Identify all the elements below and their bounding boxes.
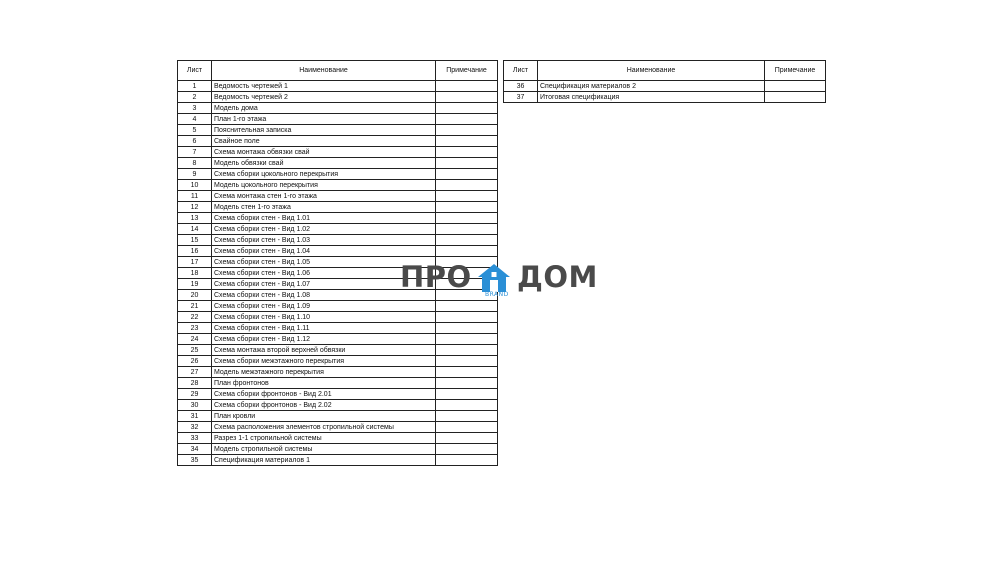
table-row [178,400,498,411]
note-cell [436,224,498,235]
sheet-number-cell: 31 [178,411,212,422]
drawing-name-cell: Схема монтажа стен 1-го этажа [212,191,436,202]
note-cell [765,92,826,103]
note-cell [436,400,498,411]
table-row [178,356,498,367]
table-row [178,345,498,356]
note-cell [436,345,498,356]
table-row [178,114,498,125]
note-cell [436,191,498,202]
table-row [504,81,826,92]
sheet-number-cell: 32 [178,422,212,433]
note-cell [436,334,498,345]
drawing-name-cell: Схема расположения элементов стропильной системы [212,422,436,433]
sheet-number-cell: 25 [178,345,212,356]
table-row [178,389,498,400]
note-cell [436,180,498,191]
sheet-number-cell: 11 [178,191,212,202]
table-row [178,378,498,389]
drawing-name-cell: Схема сборки стен - Вид 1.03 [212,235,436,246]
drawing-name-cell: Схема монтажа второй верхней обвязки [212,345,436,356]
note-cell [436,246,498,257]
drawing-name-cell: Схема сборки стен - Вид 1.09 [212,301,436,312]
drawing-name-cell: Свайное поле [212,136,436,147]
drawing-name-cell: Модель стропильной системы [212,444,436,455]
sheet-number-cell: 2 [178,92,212,103]
drawing-name-cell: Модель стен 1-го этажа [212,202,436,213]
table-row [178,455,498,466]
drawing-name-cell: Схема сборки стен - Вид 1.02 [212,224,436,235]
sheet-number-cell: 3 [178,103,212,114]
drawing-name-cell: План кровли [212,411,436,422]
logo-text-left: ПРО [400,260,472,294]
sheet-number-cell: 34 [178,444,212,455]
sheet-number-cell: 6 [178,136,212,147]
header-note: Примечание [765,61,826,81]
note-cell [436,422,498,433]
note-cell [436,114,498,125]
table-row [178,92,498,103]
sheet-number-cell: 22 [178,312,212,323]
table-header-row [178,61,498,81]
table-row [178,147,498,158]
note-cell [436,235,498,246]
house-icon [477,263,511,293]
header-name: Наименование [538,61,765,81]
note-cell [436,367,498,378]
sheet-number-cell: 7 [178,147,212,158]
table-row [178,202,498,213]
drawing-name-cell: Схема сборки фронтонов - Вид 2.02 [212,400,436,411]
drawing-name-cell: Схема сборки стен - Вид 1.04 [212,246,436,257]
drawing-name-cell: Схема сборки стен - Вид 1.01 [212,213,436,224]
drawing-name-cell: Спецификация материалов 1 [212,455,436,466]
table-row [178,312,498,323]
sheet-number-cell: 17 [178,257,212,268]
table-row [178,213,498,224]
table-row [178,246,498,257]
note-cell [436,202,498,213]
note-cell [436,444,498,455]
table-row [178,334,498,345]
sheet-number-cell: 19 [178,279,212,290]
sheet-number-cell: 27 [178,367,212,378]
table-row [178,224,498,235]
note-cell [436,147,498,158]
drawing-name-cell: Схема сборки стен - Вид 1.08 [212,290,436,301]
drawing-name-cell: Схема сборки стен - Вид 1.05 [212,257,436,268]
sheet-number-cell: 8 [178,158,212,169]
sheet-number-cell: 9 [178,169,212,180]
note-cell [436,433,498,444]
drawing-name-cell: План фронтонов [212,378,436,389]
drawings-list-table-right [503,60,826,103]
sheet-number-cell: 21 [178,301,212,312]
sheet-number-cell: 15 [178,235,212,246]
sheet-number-cell: 5 [178,125,212,136]
sheet-number-cell: 1 [178,81,212,92]
sheet-number-cell: 16 [178,246,212,257]
note-cell [765,81,826,92]
sheet-number-cell: 4 [178,114,212,125]
watermark-logo [400,260,600,303]
note-cell [436,213,498,224]
note-cell [436,103,498,114]
table-row [178,180,498,191]
drawing-name-cell: Спецификация материалов 2 [538,81,765,92]
table-row [178,235,498,246]
logo-subtext: BRAND [485,291,509,298]
sheet-number-cell: 35 [178,455,212,466]
drawing-name-cell: Схема сборки фронтонов - Вид 2.01 [212,389,436,400]
table-header-row [504,61,826,81]
drawing-name-cell: Пояснительная записка [212,125,436,136]
table-row [178,136,498,147]
drawing-name-cell: Модель обвязки свай [212,158,436,169]
drawing-name-cell: Схема сборки межэтажного перекрытия [212,356,436,367]
sheet-number-cell: 14 [178,224,212,235]
table-row [178,81,498,92]
note-cell [436,312,498,323]
note-cell [436,323,498,334]
drawing-name-cell: Схема сборки стен - Вид 1.06 [212,268,436,279]
table-row [504,92,826,103]
header-note: Примечание [436,61,498,81]
drawing-name-cell: Схема сборки стен - Вид 1.11 [212,323,436,334]
drawing-name-cell: Схема сборки стен - Вид 1.12 [212,334,436,345]
note-cell [436,411,498,422]
table-row [178,125,498,136]
header-sheet: Лист [504,61,538,81]
sheet-number-cell: 23 [178,323,212,334]
logo-text-right: ДОМ [517,260,598,294]
drawing-name-cell: Схема монтажа обвязки свай [212,147,436,158]
sheet-number-cell: 18 [178,268,212,279]
drawing-name-cell: Ведомость чертежей 1 [212,81,436,92]
header-sheet: Лист [178,61,212,81]
drawing-name-cell: Итоговая спецификация [538,92,765,103]
drawing-name-cell: Схема сборки цокольного перекрытия [212,169,436,180]
note-cell [436,158,498,169]
header-name: Наименование [212,61,436,81]
sheet-number-cell: 28 [178,378,212,389]
table-row [178,323,498,334]
drawing-name-cell: Модель цокольного перекрытия [212,180,436,191]
drawing-name-cell: Модель межэтажного перекрытия [212,367,436,378]
drawing-name-cell: План 1-го этажа [212,114,436,125]
note-cell [436,378,498,389]
sheet-number-cell: 33 [178,433,212,444]
drawing-name-cell: Разрез 1-1 стропильной системы [212,433,436,444]
sheet-number-cell: 36 [504,81,538,92]
note-cell [436,455,498,466]
note-cell [436,356,498,367]
table-row [178,158,498,169]
sheet-number-cell: 13 [178,213,212,224]
table-row [178,191,498,202]
note-cell [436,92,498,103]
note-cell [436,169,498,180]
sheet-number-cell: 26 [178,356,212,367]
sheet-number-cell: 30 [178,400,212,411]
sheet-number-cell: 20 [178,290,212,301]
table-row [178,169,498,180]
sheet-number-cell: 12 [178,202,212,213]
note-cell [436,136,498,147]
sheet-number-cell: 10 [178,180,212,191]
table-row [178,411,498,422]
sheet-number-cell: 37 [504,92,538,103]
drawing-name-cell: Модель дома [212,103,436,114]
drawing-name-cell: Схема сборки стен - Вид 1.10 [212,312,436,323]
drawing-name-cell: Ведомость чертежей 2 [212,92,436,103]
note-cell [436,81,498,92]
note-cell [436,125,498,136]
table-row [178,103,498,114]
note-cell [436,389,498,400]
drawing-name-cell: Схема сборки стен - Вид 1.07 [212,279,436,290]
table-row [178,367,498,378]
sheet-number-cell: 29 [178,389,212,400]
table-row [178,444,498,455]
sheet-number-cell: 24 [178,334,212,345]
table-row [178,433,498,444]
table-row [178,422,498,433]
